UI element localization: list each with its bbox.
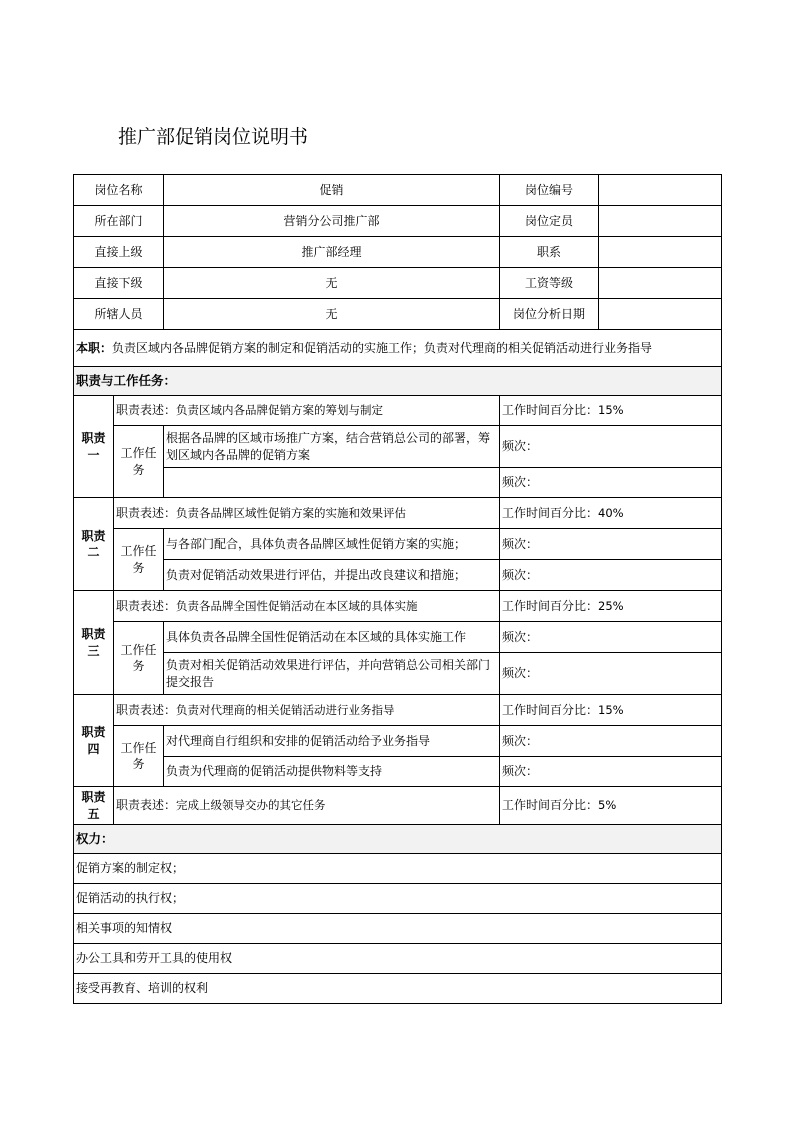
info-row-3 bbox=[74, 237, 722, 268]
duty-3-task-2-row bbox=[74, 653, 722, 695]
duty-3-task-label: 工作任务 bbox=[114, 622, 164, 695]
right-item-3: 相关事项的知情权 bbox=[74, 914, 722, 944]
rights-row-2 bbox=[74, 884, 722, 914]
value-staff: 无 bbox=[164, 299, 500, 330]
duty-4-task-1-row bbox=[74, 726, 722, 757]
value-headcount bbox=[599, 206, 722, 237]
duty-1-task-2-freq: 频次： bbox=[500, 468, 722, 498]
duty-4-task-2: 负责为代理商的促销活动提供物料等支持 bbox=[164, 757, 500, 787]
duty-4-desc: 职责表述：负责对代理商的相关促销活动进行业务指导 bbox=[114, 695, 500, 726]
duty-4-desc-row bbox=[74, 695, 722, 726]
duty-3-task-1-freq: 频次： bbox=[500, 622, 722, 653]
rights-row-4 bbox=[74, 944, 722, 974]
main-duty bbox=[74, 330, 722, 367]
job-description-table bbox=[73, 174, 722, 1004]
duty-4-task-1-freq: 频次： bbox=[500, 726, 722, 757]
duty-3-task-2-freq: 频次： bbox=[500, 653, 722, 695]
value-pay-grade bbox=[599, 268, 722, 299]
duty-5-desc: 职责表述：完成上级领导交办的其它任务 bbox=[114, 787, 500, 825]
right-item-1: 促销方案的制定权； bbox=[74, 854, 722, 884]
right-item-4: 办公工具和劳开工具的使用权 bbox=[74, 944, 722, 974]
duty-2-task-2: 负责对促销活动效果进行评估，并提出改良建议和措施； bbox=[164, 560, 500, 591]
right-item-2: 促销活动的执行权； bbox=[74, 884, 722, 914]
rights-header-row bbox=[74, 825, 722, 854]
duty-1-desc-row bbox=[74, 396, 722, 426]
value-analysis-date bbox=[599, 299, 722, 330]
value-job-code bbox=[599, 175, 722, 206]
duty-3-task-1-row bbox=[74, 622, 722, 653]
label-job-code: 岗位编号 bbox=[500, 175, 599, 206]
info-row-4 bbox=[74, 268, 722, 299]
duty-2-desc: 职责表述：负责各品牌区域性促销方案的实施和效果评估 bbox=[114, 498, 500, 529]
duties-header-row bbox=[74, 367, 722, 396]
label-job-family: 职系 bbox=[500, 237, 599, 268]
info-row-2 bbox=[74, 206, 722, 237]
rights-row-1 bbox=[74, 854, 722, 884]
duties-header: 职责与工作任务： bbox=[74, 367, 722, 396]
duty-2-pct: 工作时间百分比：40% bbox=[500, 498, 722, 529]
main-duty-row bbox=[74, 330, 722, 367]
page-title: 推广部促销岗位说明书 bbox=[118, 126, 309, 148]
duty-2-desc-row bbox=[74, 498, 722, 529]
duty-1-task-1-freq: 频次： bbox=[500, 426, 722, 468]
duty-4-name: 职责四 bbox=[74, 695, 114, 787]
label-pay-grade: 工资等级 bbox=[500, 268, 599, 299]
duty-3-pct: 工作时间百分比：25% bbox=[500, 591, 722, 622]
rights-row-3 bbox=[74, 914, 722, 944]
duty-3-task-2: 负责对相关促销活动效果进行评估，并向营销总公司相关部门提交报告 bbox=[164, 653, 500, 695]
duty-1-desc: 职责表述：负责区域内各品牌促销方案的筹划与制定 bbox=[114, 396, 500, 426]
right-item-5: 接受再教育、培训的权利 bbox=[74, 974, 722, 1004]
duty-4-task-1: 对代理商自行组织和安排的促销活动给予业务指导 bbox=[164, 726, 500, 757]
duty-2-task-1: 与各部门配合，具体负责各品牌区域性促销方案的实施； bbox=[164, 529, 500, 560]
duty-4-task-2-row bbox=[74, 757, 722, 787]
duty-4-pct: 工作时间百分比：15% bbox=[500, 695, 722, 726]
label-department: 所在部门 bbox=[74, 206, 164, 237]
value-job-family bbox=[599, 237, 722, 268]
duty-3-name: 职责三 bbox=[74, 591, 114, 695]
duty-2-task-1-freq: 频次： bbox=[500, 529, 722, 560]
label-staff: 所辖人员 bbox=[74, 299, 164, 330]
duty-3-desc: 职责表述：负责各品牌全国性促销活动在本区域的具体实施 bbox=[114, 591, 500, 622]
rights-row-5 bbox=[74, 974, 722, 1004]
duty-1-task-2-row bbox=[74, 468, 722, 498]
duty-4-task-2-freq: 频次： bbox=[500, 757, 722, 787]
duty-2-task-1-row bbox=[74, 529, 722, 560]
info-row-5 bbox=[74, 299, 722, 330]
duty-2-name: 职责二 bbox=[74, 498, 114, 591]
value-job-title: 促销 bbox=[164, 175, 500, 206]
main-duty-text: 负责区域内各品牌促销方案的制定和促销活动的实施工作；负责对代理商的相关促销活动进行业务指导 bbox=[112, 340, 653, 355]
duty-2-task-label: 工作任务 bbox=[114, 529, 164, 591]
value-supervisor: 推广部经理 bbox=[164, 237, 500, 268]
duty-1-task-label: 工作任务 bbox=[114, 426, 164, 498]
value-department: 营销分公司推广部 bbox=[164, 206, 500, 237]
duty-2-task-2-row bbox=[74, 560, 722, 591]
label-analysis-date: 岗位分析日期 bbox=[500, 299, 599, 330]
duty-5-pct: 工作时间百分比：5% bbox=[500, 787, 722, 825]
duty-1-name: 职责一 bbox=[74, 396, 114, 498]
duty-3-task-1: 具体负责各品牌全国性促销活动在本区域的具体实施工作 bbox=[164, 622, 500, 653]
duty-1-task-1-row bbox=[74, 426, 722, 468]
main-duty-label: 本职： bbox=[76, 340, 113, 355]
duty-1-pct: 工作时间百分比：15% bbox=[500, 396, 722, 426]
duty-4-task-label: 工作任务 bbox=[114, 726, 164, 787]
label-job-title: 岗位名称 bbox=[74, 175, 164, 206]
duty-2-task-2-freq: 频次： bbox=[500, 560, 722, 591]
rights-header: 权力： bbox=[74, 825, 722, 854]
label-headcount: 岗位定员 bbox=[500, 206, 599, 237]
duty-5-name: 职责五 bbox=[74, 787, 114, 825]
duty-3-desc-row bbox=[74, 591, 722, 622]
value-subordinate: 无 bbox=[164, 268, 500, 299]
duty-1-task-1: 根据各品牌的区域市场推广方案，结合营销总公司的部署，筹划区域内各品牌的促销方案 bbox=[164, 426, 500, 468]
info-row-1 bbox=[74, 175, 722, 206]
label-supervisor: 直接上级 bbox=[74, 237, 164, 268]
duty-1-task-2 bbox=[164, 468, 500, 498]
duty-5-row bbox=[74, 787, 722, 825]
label-subordinate: 直接下级 bbox=[74, 268, 164, 299]
